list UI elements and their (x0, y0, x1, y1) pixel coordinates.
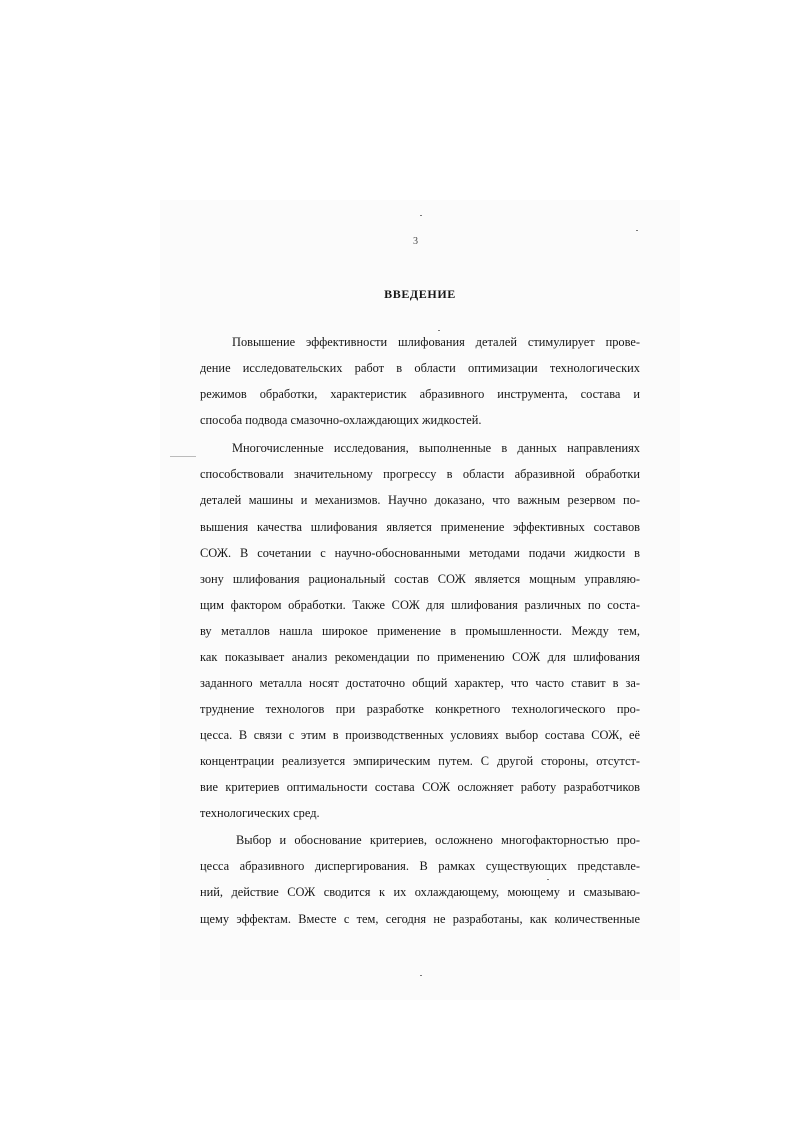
text-line: способствовали значительному прогрессу в области абразивной обработки (200, 467, 640, 481)
text-line: дение исследовательских работ в области оптимизации технологических (200, 361, 640, 375)
text-line: заданного металла носят достаточно общий характер, что часто ставит в за- (200, 676, 640, 690)
scan-speck (420, 975, 422, 976)
page-number: 3 (413, 236, 418, 247)
text-line: Многочисленные исследования, выполненные в данных направлениях (232, 441, 640, 455)
scan-artifact-line (170, 456, 196, 457)
text-line: щим фактором обработки. Также СОЖ для шлифования различных по соста- (200, 598, 640, 612)
scan-speck (420, 215, 422, 216)
text-line: концентрации реализуется эмпирическим путем. С другой стороны, отсутст- (200, 754, 640, 768)
scan-speck (438, 330, 440, 331)
text-line: ний, действие СОЖ сводится к их охлаждающему, моющему и смазываю- (200, 885, 640, 899)
section-heading: ВВЕДЕНИЕ (384, 287, 456, 301)
text-line: режимов обработки, характеристик абразивного инструмента, состава и (200, 387, 640, 401)
text-line: как показывает анализ рекомендации по применению СОЖ для шлифования (200, 650, 640, 664)
text-line: вие критериев оптимальности состава СОЖ осложняет работу разработчиков (200, 780, 640, 794)
text-line: Повышение эффективности шлифования деталей стимулирует прове- (232, 335, 640, 349)
text-line: щему эффектам. Вместе с тем, сегодня не разработаны, как количественные (200, 912, 640, 926)
text-line: зону шлифования рациональный состав СОЖ является мощным управляю- (200, 572, 640, 586)
text-line: цесса. В связи с этим в производственных условиях выбор состава СОЖ, её (200, 728, 640, 742)
text-line: способа подвода смазочно-охлаждающих жидкостей. (200, 413, 482, 427)
text-line: цесса абразивного диспергирования. В рамках существующих представле- (200, 859, 640, 873)
text-line: вышения качества шлифования является применение эффективных составов (200, 520, 640, 534)
text-line: Выбор и обоснование критериев, осложнено многофакторностью про- (236, 833, 640, 847)
text-line: деталей машины и механизмов. Научно доказано, что важным резервом по- (200, 493, 640, 507)
text-line: труднение технологов при разработке конкретного технологического про- (200, 702, 640, 716)
text-line: СОЖ. В сочетании с научно-обоснованными методами подачи жидкости в (200, 546, 640, 560)
text-line: ву металлов нашла широкое применение в промышленности. Между тем, (200, 624, 640, 638)
text-line: технологических сред. (200, 806, 320, 820)
scan-speck (636, 230, 638, 231)
scan-speck (547, 879, 549, 880)
